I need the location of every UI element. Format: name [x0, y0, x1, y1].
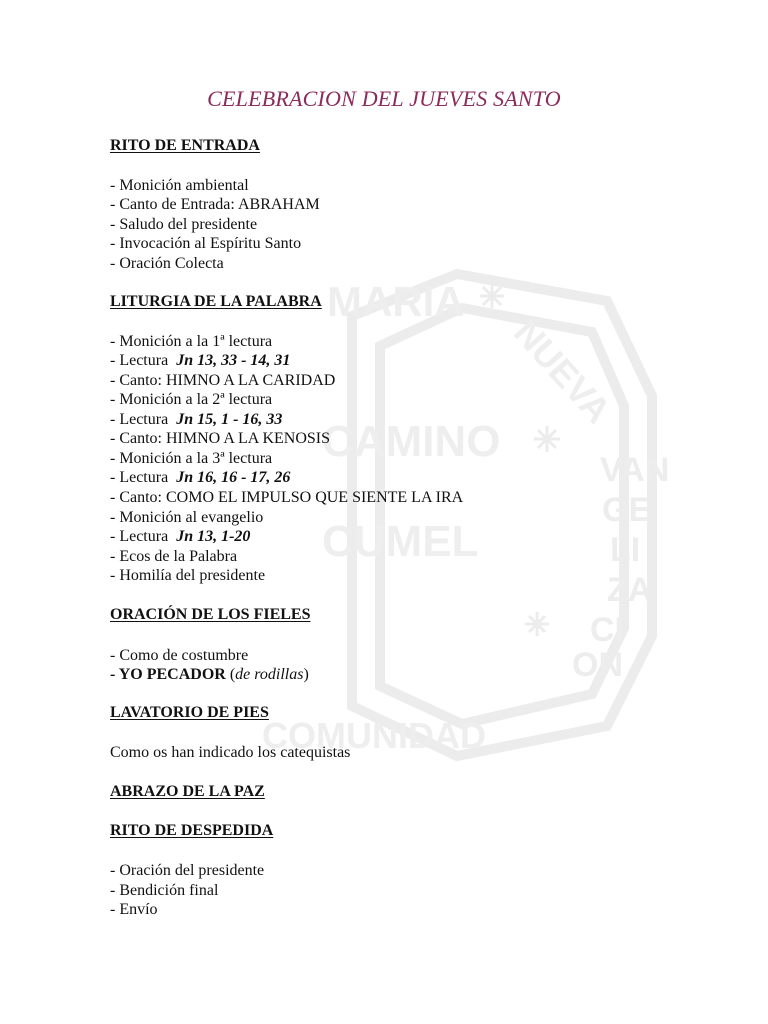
scripture-reference: Jn 13, 33 - 14, 31: [176, 352, 291, 369]
list-item: [110, 566, 265, 586]
list-item: [110, 449, 272, 469]
list-item: [110, 508, 263, 528]
heading-rito-despedida: RITO DE DESPEDIDA: [110, 822, 274, 839]
item-text: - Monición a la 3ª lectura: [110, 450, 273, 467]
list-item: [110, 488, 463, 508]
item-text: - Homilía del presidente: [110, 567, 266, 584]
scripture-reference: Jn 13, 1-20: [176, 528, 251, 545]
list-item: - Canto de Entrada: ABRAHAM: [110, 196, 320, 213]
list-item: - Envío: [110, 901, 158, 918]
scripture-reference: Jn 15, 1 - 16, 33: [176, 411, 283, 428]
paragraph: Como os han indicado los catequistas: [110, 744, 351, 761]
watermark-text-camino: CAMINO: [322, 417, 501, 466]
heading-liturgia-palabra: LITURGIA DE LA PALABRA: [110, 293, 322, 310]
watermark-text-cumel: CUMEL: [322, 517, 479, 566]
list-item: - Monición ambiental: [110, 177, 249, 194]
list-item: [110, 468, 290, 488]
rubric-note: de rodillas: [235, 666, 304, 683]
heading-lavatorio: LAVATORIO DE PIES: [110, 704, 269, 721]
svg-text:CI: CI: [590, 611, 624, 649]
item-text: - Lectura: [110, 528, 169, 545]
list-item: - Saludo del presidente: [110, 216, 258, 233]
svg-text:LI: LI: [610, 531, 641, 569]
item-text: - Monición al evangelio: [110, 509, 264, 526]
list-item: - Invocación al Espíritu Santo: [110, 235, 302, 252]
heading-oracion-fieles: ORACIÓN DE LOS FIELES: [110, 606, 311, 623]
paren-open: (: [225, 666, 236, 683]
item-text: - Monición a la 1ª lectura: [110, 333, 273, 350]
item-text: - Lectura: [110, 411, 169, 428]
item-text: - Canto: COMO EL IMPULSO QUE SIENTE LA IRA: [110, 489, 464, 506]
list-item: [110, 665, 309, 685]
paren-close: ): [303, 666, 309, 683]
list-item: [110, 390, 272, 410]
svg-text:ON: ON: [572, 646, 623, 684]
watermark-text-evangelizacion: VAN: [600, 451, 670, 489]
list-item: - Como de costumbre: [110, 647, 249, 664]
heading-abrazo-paz: ABRAZO DE LA PAZ: [110, 783, 265, 800]
scripture-reference: Jn 16, 16 - 17, 26: [176, 469, 291, 486]
watermark-text-nueva: NUEVA: [506, 311, 620, 432]
list-item: [110, 547, 237, 567]
item-text: - Canto: HIMNO A LA KENOSIS: [110, 430, 331, 447]
list-item: - Oración Colecta: [110, 255, 224, 272]
item-text: - Ecos de la Palabra: [110, 548, 238, 565]
list-item: - Bendición final: [110, 882, 219, 899]
prayer-name: - YO PECADOR: [110, 666, 226, 683]
list-item: [110, 410, 282, 430]
svg-text:ZA: ZA: [607, 571, 653, 609]
list-item: [110, 429, 330, 449]
heading-rito-entrada: RITO DE ENTRADA: [110, 137, 260, 154]
document-title: CELEBRACION DEL JUEVES SANTO: [207, 86, 561, 111]
svg-text:GE: GE: [602, 491, 652, 529]
watermark-text-maria: MARIA: [327, 278, 465, 325]
watermark-text-comunidad: COMUNIDAD: [262, 715, 486, 756]
list-item: - Oración del presidente: [110, 862, 265, 879]
item-text: - Canto: HIMNO A LA CARIDAD: [110, 372, 336, 389]
item-text: - Lectura: [110, 469, 169, 486]
list-item: [110, 527, 250, 547]
list-item: [110, 371, 335, 391]
item-text: - Monición a la 2ª lectura: [110, 391, 273, 408]
list-item: [110, 351, 290, 371]
item-text: - Lectura: [110, 352, 169, 369]
list-item: [110, 332, 272, 352]
